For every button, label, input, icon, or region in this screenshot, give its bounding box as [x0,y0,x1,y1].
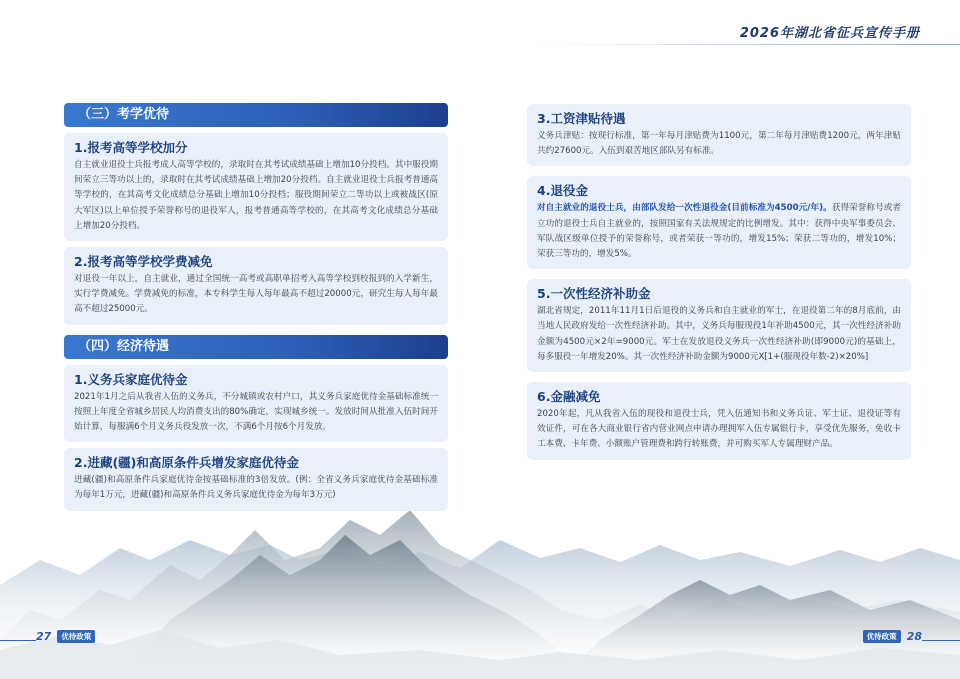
footer-rule-left [0,640,36,641]
page-number: 27 [36,630,52,643]
card-body-text: 获得荣誉称号或者立功的退役士兵自主就业的，按照国家有关法规规定的比例增发。其中：获得中央军事委员会、军队战区级单位授予的荣誉称号，或者荣获一等功的，增发15%；荣获二等功的，增发10%；荣获三等功的，增发5%。 [537,203,901,260]
right-column [527,104,911,466]
card-title: 1.报考高等学校加分 [74,140,188,155]
card-family-allowance [64,365,448,443]
card-title: 6.金融减免 [537,389,601,405]
card-body: 义务兵津贴：按现行标准，第一年每月津贴费为1100元，第二年每月津贴费1200元，两年津贴共约27600元。入伍到艰苦地区部队另有标准。 [537,131,901,157]
card-body: 2021年1月之后从我省入伍的义务兵，不分城镇或农村户口，其义务兵家庭优待金基础标准统一按照上年度全省城乡居民人均消费支出的80%确定，实现城乡统一。发放时间从批准入伍时间开始计算，每服满6个月义务兵役发放一次，不满6个月按6个月发放。 [74,391,438,433]
footer-left [36,630,95,643]
card-tuition-waiver [64,247,448,325]
card-financial-waiver [527,382,911,460]
header-rule [540,44,960,45]
card-title: 2.进藏(疆)和高原条件兵增发家庭优待金 [74,455,299,471]
section-heading-exam-benefits: （三）考学优待 [64,103,448,127]
card-plateau-allowance [64,448,448,510]
card-title: 5.一次性经济补助金 [537,286,651,302]
card-body: 2020年起，凡从我省入伍的现役和退役士兵，凭入伍通知书和义务兵证、军士证、退役证等有效证件，可在各大商业银行省内营业网点申请办理拥军入伍专属银行卡，享受优先服务，免收卡工本费、卡年费、小额账户管理费和跨行转账费，并可购买军人专属理财产品。 [537,409,901,450]
handbook-title: 2026年湖北省征兵宣传手册 [739,26,920,41]
card-body: 自主就业退役士兵报考成人高等学校的，录取时在其考试成绩基础上增加10分投档。其中服役期间荣立三等功以上的，录取时在其考试成绩基础上增加20分投档。自主就业退役士兵报考普通高等学校的，在其高考文化成绩总分基础上增加10分投档；服役期间荣立二等功以上或被战区(原大军区)以上单位授予荣誉称号的退役军人，报考普通高等学校的，在其高考文化成绩总分基础上增加20分投档。 [74,160,438,231]
page-number: 28 [906,630,922,643]
card-wage-allowance [527,104,911,166]
card-title: 2.报考高等学校学费减免 [74,254,213,270]
card-exam-bonus [64,133,448,241]
left-column [64,103,448,517]
card-body: 湖北省规定，2011年11月1日后退役的义务兵和自主就业的军士，在退役第二年的8月底前，由当地人民政府发给一次性经济补助。其中，义务兵每服现役1年补助4500元，其一次性经济补助金额为4500元×2年=9000元。军士在发放退役义务兵一次性经济补助(即9000元)的基础上，每多服役一年增发20%。其一次性经济补助金额为9000元X[1+(服现役年数-2)×20%] [537,306,901,362]
section-tag: 优待政策 [863,630,901,643]
card-body: 进藏(疆)和高原条件兵家庭优待金按基础标准的3倍发放。(例：全省义务兵家庭优待金基础标准为每年1万元，进藏(疆)和高原条件兵义务兵家庭优待金为每年3万元) [74,475,438,501]
footer-rule-right [922,640,960,641]
highlighted-standard: 对自主就业的退役士兵，由部队发给一次性退役金(目前标准为4500元/年)。 [537,203,832,214]
card-title: 3.工资津贴待遇 [537,111,626,126]
card-body [537,201,901,262]
card-title: 1.义务兵家庭优待金 [74,371,188,387]
card-retirement-pay [527,176,911,269]
card-title: 4.退役金 [537,183,588,199]
section-heading-economic-benefits: （四）经济待遇 [64,335,448,359]
card-body: 对退役一年以上，自主就业，通过全国统一高考或高职单招考入高等学校到校报到的入学新生，实行学费减免。学费减免的标准，本专科学生每人每年最高不超过20000元，研究生每人每年最高不超过25000元。 [74,274,438,315]
footer-right [863,630,922,643]
card-one-time-subsidy [527,279,911,372]
section-tag: 优待政策 [57,630,95,643]
